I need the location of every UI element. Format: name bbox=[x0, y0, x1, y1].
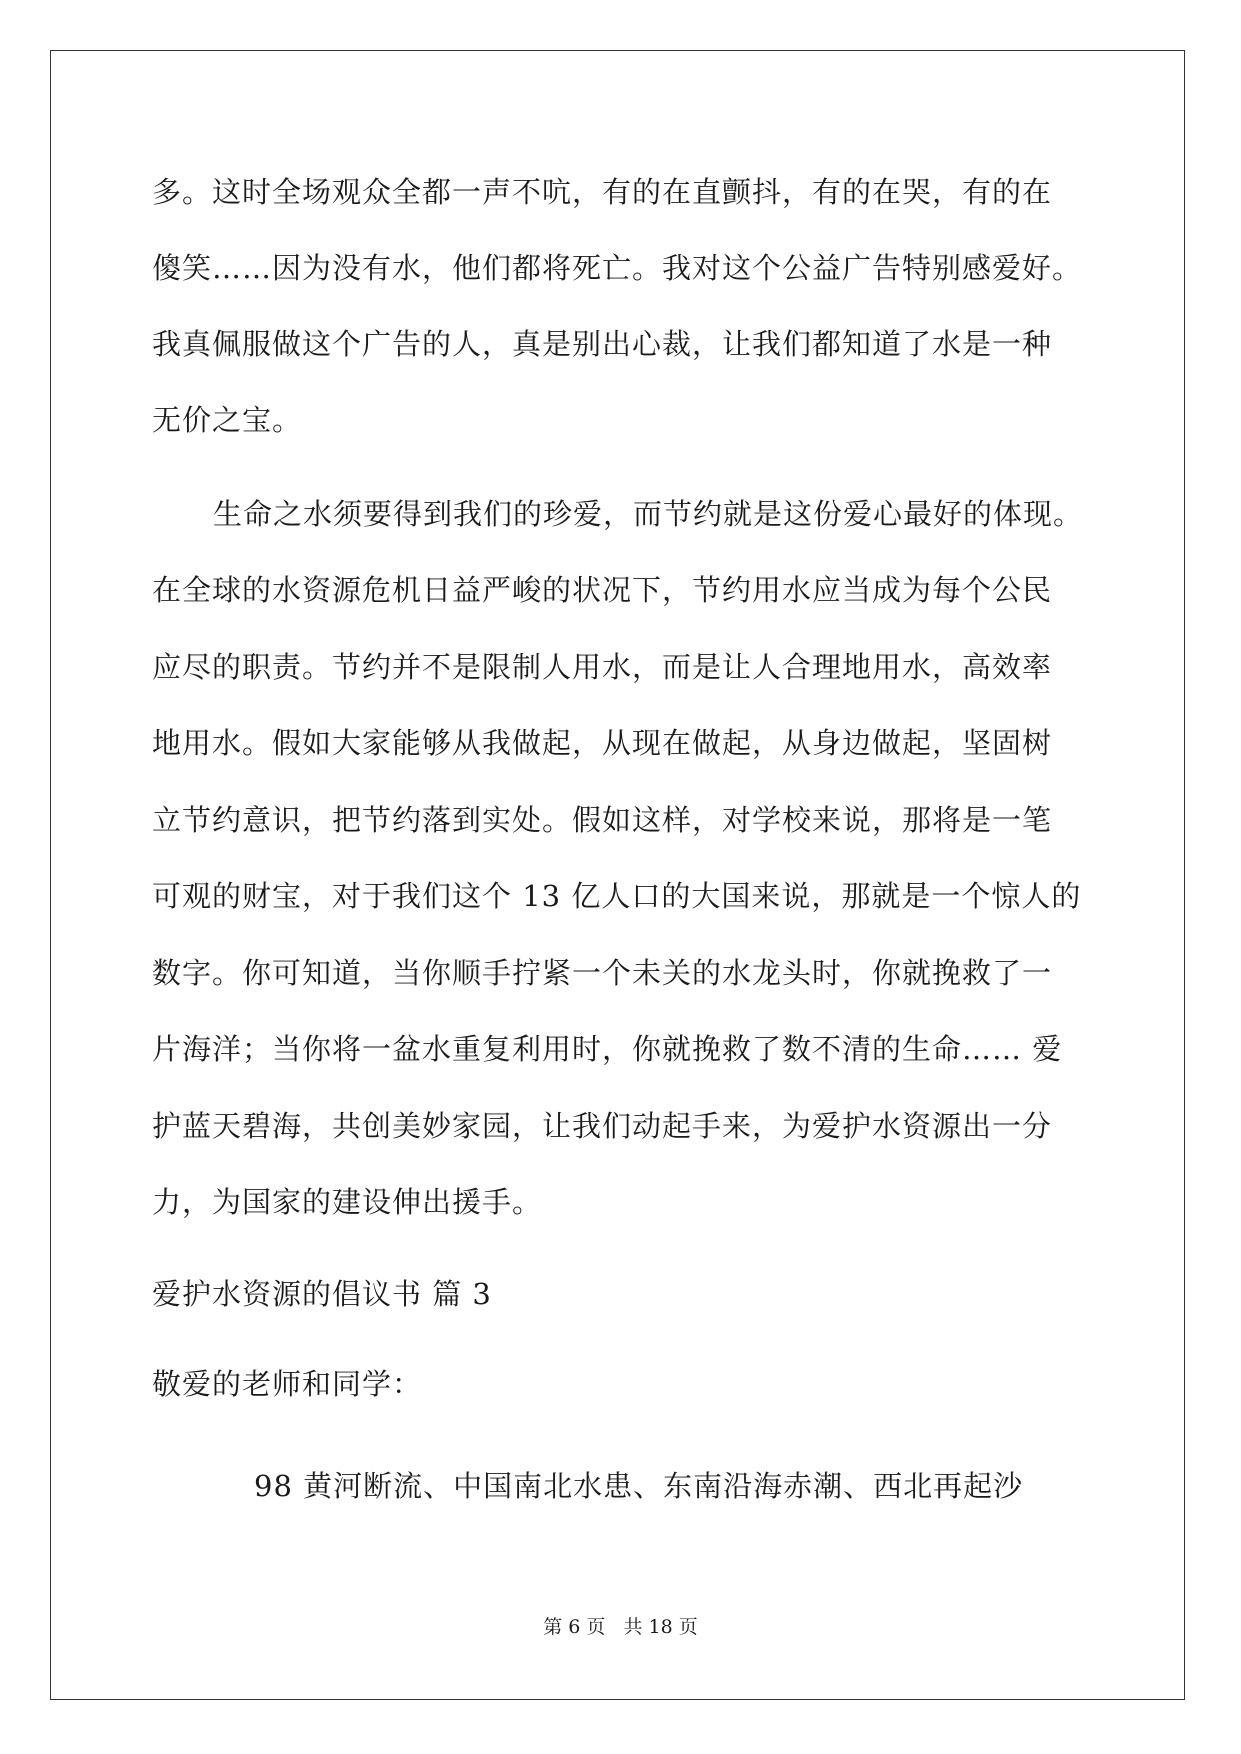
page-total: 共 18 页 bbox=[623, 1616, 698, 1638]
section-heading: 爱护水资源的倡议书 篇 3 bbox=[152, 1277, 492, 1311]
body-line-7: 应尽的职责。节约并不是限制人用水，而是让人合理地用水，高效率 bbox=[152, 650, 1053, 684]
page-number: 第 6 页 bbox=[543, 1616, 606, 1638]
body-line-4: 无价之宝。 bbox=[152, 403, 303, 437]
salutation: 敬爱的老师和同学： bbox=[152, 1367, 423, 1401]
body-line-1: 多。这时全场观众全都一声不吭，有的在直颤抖，有的在哭，有的在 bbox=[152, 175, 1053, 209]
body-line-10: 可观的财宝，对于我们这个 13 亿人口的大国来说，那就是一个惊人的 bbox=[152, 879, 1082, 913]
body-line-8: 地用水。假如大家能够从我做起，从现在做起，从身边做起，坚固树 bbox=[152, 726, 1053, 760]
body-line-6: 在全球的水资源危机日益严峻的状况下，节约用水应当成为每个公民 bbox=[152, 573, 1053, 607]
page-footer bbox=[0, 1615, 1241, 1639]
body-line-13: 护蓝天碧海，共创美妙家园，让我们动起手来，为爱护水资源出一分 bbox=[152, 1109, 1053, 1143]
page-border bbox=[50, 50, 1185, 1700]
body-line-11: 数字。你可知道，当你顺手拧紧一个未关的水龙头时，你就挽救了一 bbox=[152, 956, 1053, 990]
body-line-17: 98 黄河断流、中国南北水患、东南沿海赤潮、西北再起沙 bbox=[254, 1469, 1024, 1503]
body-line-12: 片海洋；当你将一盆水重复利用时，你就挽救了数不清的生命…… 爱 bbox=[152, 1032, 1063, 1066]
body-line-14: 力，为国家的建设伸出援手。 bbox=[152, 1185, 543, 1219]
body-line-3: 我真佩服做这个广告的人，真是别出心裁，让我们都知道了水是一种 bbox=[152, 327, 1053, 361]
body-line-5: 生命之水须要得到我们的珍爱，而节约就是这份爱心最好的体现。 bbox=[213, 497, 1084, 531]
body-line-9: 立节约意识，把节约落到实处。假如这样，对学校来说，那将是一笔 bbox=[152, 803, 1053, 837]
body-line-2: 傻笑……因为没有水，他们都将死亡。我对这个公益广告特别感爱好。 bbox=[152, 251, 1083, 285]
